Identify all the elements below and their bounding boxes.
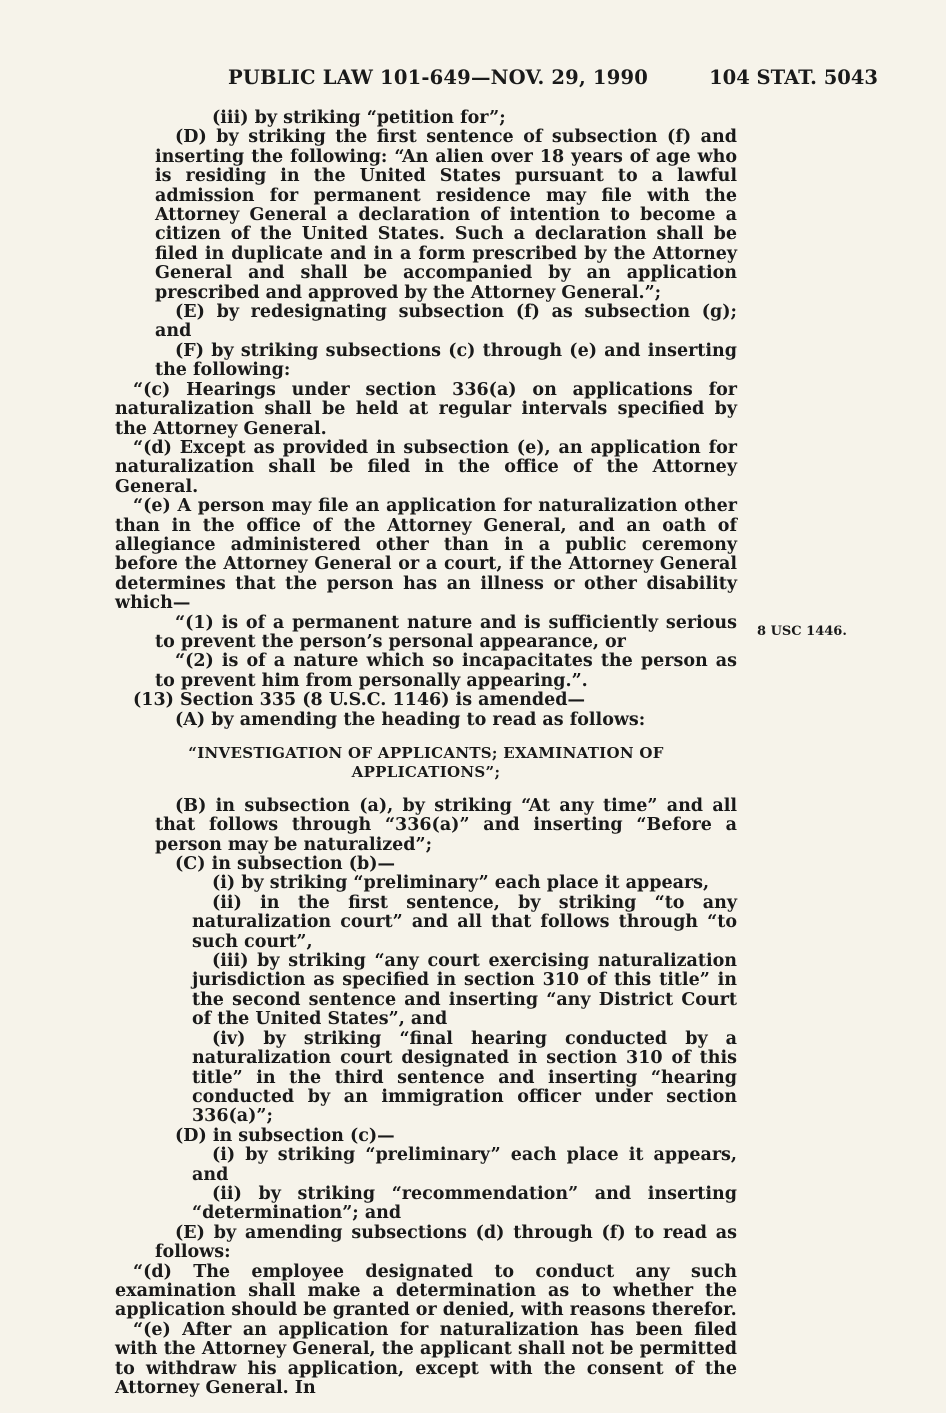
margin-citation: 8 USC 1446.	[757, 624, 847, 639]
paragraph: (A) by amending the heading to read as follows:	[175, 709, 646, 730]
paragraph: “(e) After an application for naturalization has been filed with the Attorney General, the applicant shall not be permitted to withdraw his application, except with the consent of the Attorney General. In	[115, 1319, 737, 1398]
paragraph: “(e) A person may file an application for naturalization other than in the office of the Attorney General, and an oath of allegiance administered other than in a public ceremony before the Attorney General or a court, if the Attorney General determines that the person has an illness or other disability which—	[115, 496, 737, 614]
paragraph: (C) in subsection (b)—	[175, 854, 396, 875]
page-header	[0, 66, 946, 94]
running-head-title: PUBLIC LAW 101-649—NOV. 29, 1990	[228, 66, 649, 89]
paragraph: (iii) by striking “any court exercising naturalization jurisdiction as specified in section 310 of this title” in the second sentence and inserting “any District Court of the United States”, and	[192, 951, 737, 1030]
paragraph: “(c) Hearings under section 336(a) on applications for naturalization shall be held at regular intervals specified by the Attorney General.	[115, 379, 737, 439]
statute-body	[115, 109, 737, 1398]
paragraph: “(2) is of a nature which so incapacitates the person as to prevent him from personally appearing.”.	[155, 651, 737, 691]
paragraph: (F) by striking subsections (c) through (e) and inserting the following:	[155, 340, 737, 381]
section-heading	[115, 744, 737, 783]
paragraph: (B) in subsection (a), by striking “At any time” and all that follows through “336(a)” and inserting “Before a person may be naturalized”;	[155, 795, 737, 855]
paragraph: “(1) is of a permanent nature and is sufficiently serious to prevent the person’s personal appearance, or	[155, 612, 737, 652]
paragraph: (iii) by striking “petition for”;	[212, 108, 506, 128]
paragraph: (iv) by striking “final hearing conducted by a naturalization court designated in section 310 of this title” in the third sentence and inserting “hearing conducted by an immigration officer under section 336(a)”;	[192, 1028, 737, 1127]
paragraph: (E) by redesignating subsection (f) as subsection (g); and	[155, 302, 737, 342]
paragraph: (D) in subsection (c)—	[175, 1125, 395, 1146]
paragraph: (D) by striking the first sentence of subsection (f) and inserting the following: “An alien over 18 years of age who is residing in the United States pursuant to a lawful admission for permanent residence may file with the Attorney General a declaration of intention to become a citizen of the United States. Such a declaration shall be filed in duplicate and in a form prescribed by the Attorney General and shall be accompanied by an application prescribed and approved by the Attorney General.”;	[155, 127, 737, 303]
paragraph: “(d) Except as provided in subsection (e), an application for naturalization shall be filed in the office of the Attorney General.	[115, 437, 737, 497]
paragraph: (ii) in the first sentence, by striking “to any naturalization court” and all that follows through “to such court”,	[192, 892, 737, 952]
stat-page-number: 104 STAT. 5043	[709, 66, 878, 89]
paragraph: (i) by striking “preliminary” each place it appears, and	[192, 1145, 737, 1185]
paragraph: (i) by striking “preliminary” each place it appears,	[212, 873, 710, 894]
paragraph: (13) Section 335 (8 U.S.C. 1146) is amended—	[133, 690, 585, 711]
paragraph: (E) by amending subsections (d) through (f) to read as follows:	[155, 1222, 737, 1263]
section-heading-text: “INVESTIGATION OF APPLICANTS; EXAMINATION OF APPLICATIONS”;	[188, 744, 664, 782]
paragraph: (ii) by striking “recommendation” and inserting “determination”; and	[192, 1183, 737, 1224]
paragraph: “(d) The employee designated to conduct any such examination shall make a determination as to whether the application should be granted or denied, with reasons therefor.	[115, 1261, 737, 1321]
